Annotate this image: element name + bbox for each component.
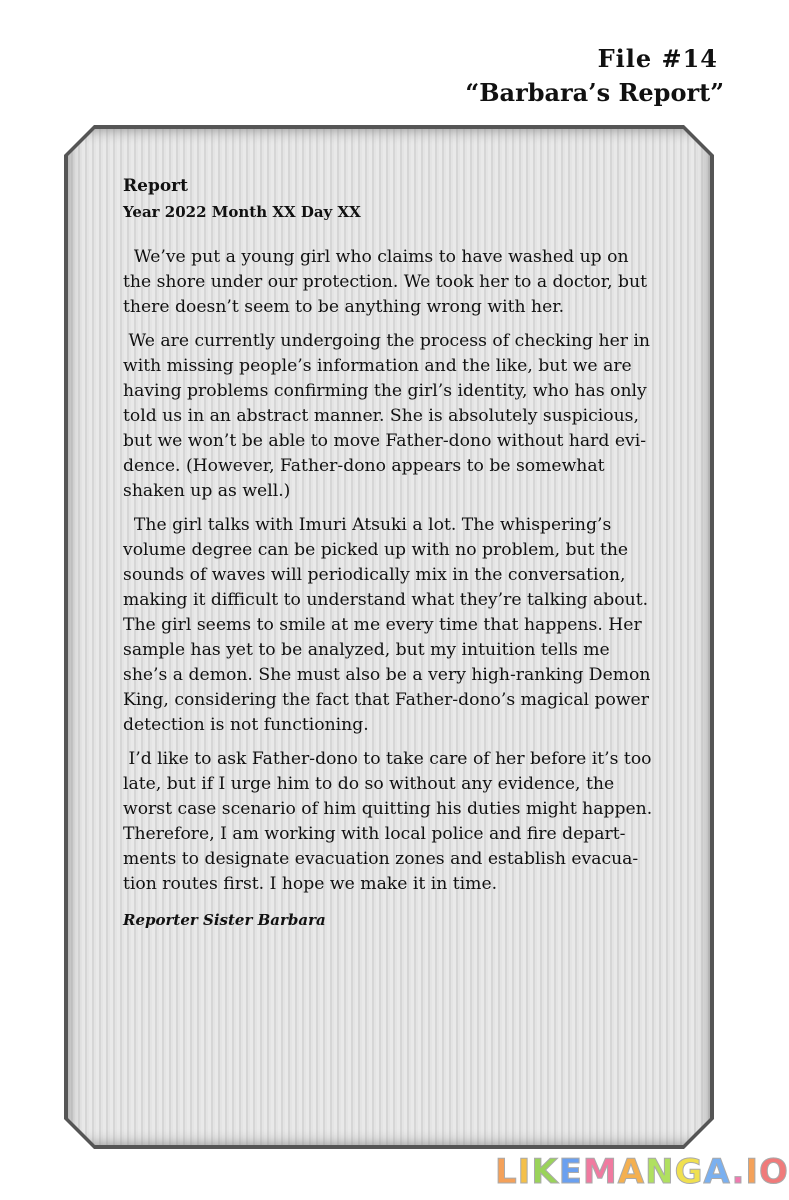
text-line: worst case scenario of him quitting his duties might happen.	[123, 799, 653, 819]
text-line: the shore under our protection. We took her to a doctor, but	[123, 272, 647, 292]
file-number: File #14	[597, 44, 718, 73]
text-line: volume degree can be picked up with no problem, but the	[123, 540, 629, 560]
text-line: The girl seems to smile at me every time that happens. Her	[123, 615, 642, 635]
text-line: sounds of waves will periodically mix in the conversation,	[123, 565, 626, 585]
text-line: tion routes first. I hope we make it in time.	[123, 874, 498, 894]
text-line: detection is not functioning.	[123, 715, 369, 735]
watermark-letter: I	[517, 1152, 532, 1192]
watermark-letter: O	[759, 1152, 789, 1192]
watermark-letter: G	[674, 1152, 704, 1192]
watermark-logo	[495, 1152, 789, 1192]
text-line: there doesn’t seem to be anything wrong with her.	[123, 297, 565, 317]
report-paragraph	[123, 329, 683, 504]
watermark-letter: M	[582, 1152, 618, 1192]
text-line: The girl talks with Imuri Atsuki a lot. The whispering’s	[123, 515, 612, 535]
watermark-letter: I	[745, 1152, 760, 1192]
text-line: I’d like to ask Father-dono to take care of her before it’s too	[123, 749, 652, 769]
report-paragraph	[123, 747, 683, 897]
report-paragraph	[123, 245, 683, 320]
text-line: shaken up as well.)	[123, 481, 291, 501]
text-line: making it difficult to understand what they’re talking about.	[123, 590, 649, 610]
watermark-letter: E	[558, 1152, 583, 1192]
watermark-letter: N	[645, 1152, 675, 1192]
text-line: told us in an abstract manner. She is absolutely suspicious,	[123, 406, 639, 426]
text-line: King, considering the fact that Father-dono’s magical power	[123, 690, 649, 710]
watermark-letter: A	[703, 1152, 732, 1192]
watermark-letter: A	[617, 1152, 646, 1192]
text-line: but we won’t be able to move Father-dono without hard evi-	[123, 431, 647, 451]
text-line: We are currently undergoing the process of checking her in	[123, 331, 650, 351]
text-line: We’ve put a young girl who claims to have washed up on	[123, 247, 629, 267]
report-paragraph	[123, 513, 683, 738]
report-date: Year 2022 Month XX Day XX	[123, 203, 361, 221]
report-signature: Reporter Sister Barbara	[123, 911, 326, 929]
text-line: ments to designate evacuation zones and establish evacua-	[123, 849, 639, 869]
text-line: with missing people’s information and the like, but we are	[123, 356, 632, 376]
watermark-letter: K	[531, 1152, 559, 1192]
watermark-letter: L	[495, 1152, 518, 1192]
text-line: late, but if I urge him to do so without any evidence, the	[123, 774, 615, 794]
report-title: Report	[123, 176, 188, 196]
text-line: she’s a demon. She must also be a very high-ranking Demon	[123, 665, 651, 685]
text-line: having problems confirming the girl’s identity, who has only	[123, 381, 647, 401]
text-line: Therefore, I am working with local police and fire depart-	[123, 824, 626, 844]
chapter-subtitle: “Barbara’s Report”	[465, 78, 724, 107]
watermark-letter: .	[731, 1152, 746, 1192]
text-line: sample has yet to be analyzed, but my intuition tells me	[123, 640, 610, 660]
text-line: dence. (However, Father-dono appears to be somewhat	[123, 456, 605, 476]
report-content	[123, 175, 683, 929]
